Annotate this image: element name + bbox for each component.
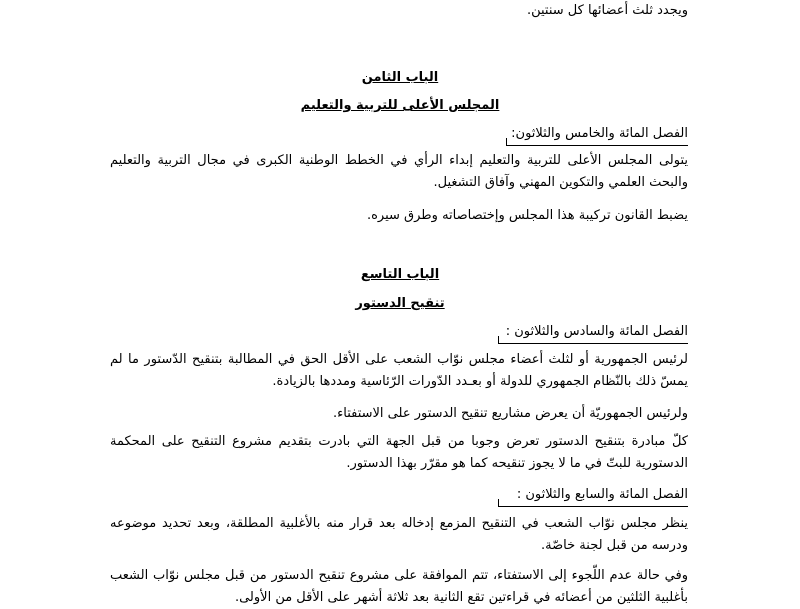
article-137-paragraph-2: وفي حالة عدم اللّجوء إلى الاستفتاء، تتم الموافقة على مشروع تنقيح الدستور من قبل مجلس نوّاب الشعب بأغلبية الثلثين من أعضائه في قراءتين تقع الثانية بعد ثلاثة أشهر على الأقل من الأولى. (110, 568, 688, 605)
part-8-title: الباب الثامن (361, 70, 439, 85)
part-9-title: الباب التاسع (360, 267, 440, 282)
part-9-subtitle: تنقيح الدستور (355, 296, 445, 311)
article-136-paragraph-1: لرئيس الجمهورية أو لثلث أعضاء مجلس نوّاب الشعب على الأقل الحق في المطالبة بتنقيح الدّستور ما لم يمسّ ذلك بالنّظام الجمهوري للدولة أو بعـدد الدّورات الرّئاسية ومددها بالزيادة. (110, 352, 688, 389)
article-136-paragraph-3: كلّ مبادرة بتنقيح الدستور تعرض وجوبا من قبل الجهة التي بادرت بتقديم مشروع التنقيح على المحكمة الدستورية للبتّ في ما لا يجوز تنقيحه كما هو مقرّر بهذا الدستور. (110, 434, 688, 471)
top-line: ويجدد ثلث أعضائها كل سنتين. (526, 3, 688, 18)
article-135-underline-tick (506, 138, 507, 146)
article-135-underline (506, 145, 688, 146)
article-136-underline-tick (498, 336, 499, 344)
article-135-paragraph-2: يضبط القانون تركيبة هذا المجلس وإختصاصاته وطرق سيره. (366, 208, 688, 223)
article-136-paragraph-2: ولرئيس الجمهوريّة أن يعرض مشاريع تنقيح الدستور على الاستفتاء. (333, 406, 688, 421)
article-137-heading: الفصل المائة والسابع والثلاثون : (516, 487, 688, 502)
article-137-underline-tick (498, 499, 499, 507)
article-135-heading: الفصل المائة والخامس والثلاثون: (511, 126, 688, 141)
article-135-paragraph-1: يتولى المجلس الأعلى للتربية والتعليم إبداء الرأي في الخطط الوطنية الكبرى في مجال التربية والتعليم والبحث العلمي والتكوين المهني وآفاق التشغيل. (110, 153, 688, 190)
article-137-underline (498, 506, 688, 507)
article-136-underline (498, 343, 688, 344)
article-137-paragraph-1: ينظر مجلس نوّاب الشعب في التنقيح المزمع إدخاله بعد قرار منه بالأغلبية المطلقة، وبعد تحديد موضوعه ودرسه من قبل لجنة خاصّة. (110, 516, 688, 553)
part-8-subtitle: المجلس الأعلى للتربية والتعليم (300, 98, 500, 113)
article-136-heading: الفصل المائة والسادس والثلاثون : (505, 324, 688, 339)
